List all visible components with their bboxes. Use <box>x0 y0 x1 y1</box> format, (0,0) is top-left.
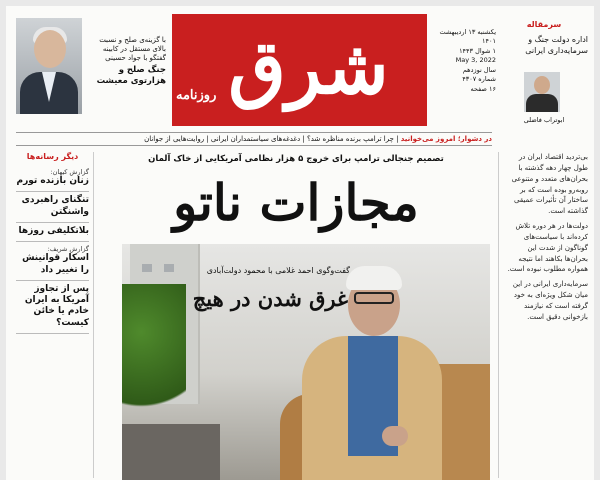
issue-hijri-date: ۱ شوال ۱۴۴۳ <box>459 46 496 55</box>
masthead-title: شرق <box>228 25 389 111</box>
photo-caption-small: گفت‌وگوی احمد غلامی با محمود دولت‌آبادی <box>206 266 350 275</box>
list-item[interactable] <box>16 242 89 281</box>
main-kicker: تصمیم جنجالی ترامپ برای خروج ۵ هزار نظامی آمریکایی از خاک آلمان <box>148 154 444 164</box>
list-item-headline: بلاتکلیفی روزها <box>18 225 89 236</box>
header-teaser[interactable] <box>84 36 166 87</box>
body-paragraph: دولت‌ها در هر دوره تلاش کرده‌اند با سیاست‌های گوناگون از شدت این بحران‌ها بکاهند اما نتیجه همواره مطلوب نبوده است. <box>507 222 588 274</box>
editorial-category: سرمقاله <box>526 20 562 29</box>
list-item[interactable] <box>16 165 89 192</box>
main-photo[interactable] <box>122 244 490 480</box>
ticker-text: چرا ترامپ برنده مناظره شد؟ | دغدغه‌های سیاستمداران ایرانی | روایت‌هایی از جوانان <box>144 135 394 143</box>
glasses <box>354 292 394 304</box>
newspaper-page <box>6 6 594 480</box>
news-ticker[interactable]: در دشوار؛ امروز می‌خوانید | چرا ترامپ برنده مناظره شد؟ | دغدغه‌های سیاستمداران ایرانی | روایت‌هایی از جوانان <box>16 132 492 146</box>
left-column-category: دیگر رسانه‌ها <box>26 152 79 161</box>
teaser-subline: گفتگو با جواد حسینی <box>105 53 166 62</box>
left-column <box>16 152 94 478</box>
list-item[interactable] <box>16 223 89 242</box>
issue-pages: ۱۶ صفحه <box>470 84 496 93</box>
list-item[interactable] <box>16 192 89 223</box>
editorial-author: ابوتراب فاضلی <box>523 116 565 124</box>
list-item-kicker: گزارش شریف: <box>47 245 89 254</box>
list-item-headline: پس از تجاوز آمریکا به ایران خادم یا خائن کیست؟ <box>24 283 89 328</box>
person-hand <box>382 426 408 446</box>
body-paragraph: بی‌تردید اقتصاد ایران در طول چهار دهه گذشته با بحران‌های متعدد و متنوعی روبه‌رو بوده است که بر ساختار آن تأثیرات عمیقی گذاشته است. <box>511 153 588 216</box>
ticker-lead: در دشوار؛ امروز می‌خوانید <box>400 135 492 143</box>
list-item-kicker: گزارش کیهان: <box>50 168 89 176</box>
author-photo <box>524 72 560 112</box>
teaser-kicker: با گزینه‌ی صلح و نسبت بالای مستقل در کابینه <box>99 36 166 53</box>
issue-date: یکشنبه ۱۳ اردیبهشت ۱۴۰۱ <box>439 28 496 46</box>
editorial-box[interactable] <box>500 20 588 128</box>
issue-number: شماره ۴۳۰۷ <box>462 75 496 84</box>
masthead-subtitle: روزنامه <box>176 88 217 103</box>
body-paragraph: سرمایه‌داری ایرانی در این میان شکل ویژه‌ای به خود گرفته است که نیازمند بازخوانی دقیق است. <box>512 280 588 321</box>
main-headline[interactable]: مجازات ناتو <box>173 173 419 232</box>
issue-greg-date: May 3, 2022 <box>455 56 496 65</box>
issue-info <box>434 28 496 94</box>
teaser-photo <box>16 18 82 114</box>
masthead-logo <box>172 14 427 126</box>
list-item-headline: تنگنای راهبردی واشنگتن <box>21 195 89 217</box>
editorial-title: اداره دولت جنگ و سرمایه‌داری ایرانی <box>525 35 588 55</box>
list-item[interactable] <box>16 281 89 334</box>
planter <box>122 424 220 480</box>
editorial-body <box>498 152 588 478</box>
photo-caption-title: غرق شدن در هیچ <box>192 286 348 311</box>
teaser-title: جنگ صلح و هزارتوی معیشت <box>96 65 166 86</box>
list-item-headline: زنان بازنده تورم <box>16 176 89 187</box>
person-hair <box>346 266 402 290</box>
issue-year: سال نوزدهم <box>462 65 496 74</box>
list-item-headline: اسکار قوانینش را تغییر داد <box>22 253 89 275</box>
